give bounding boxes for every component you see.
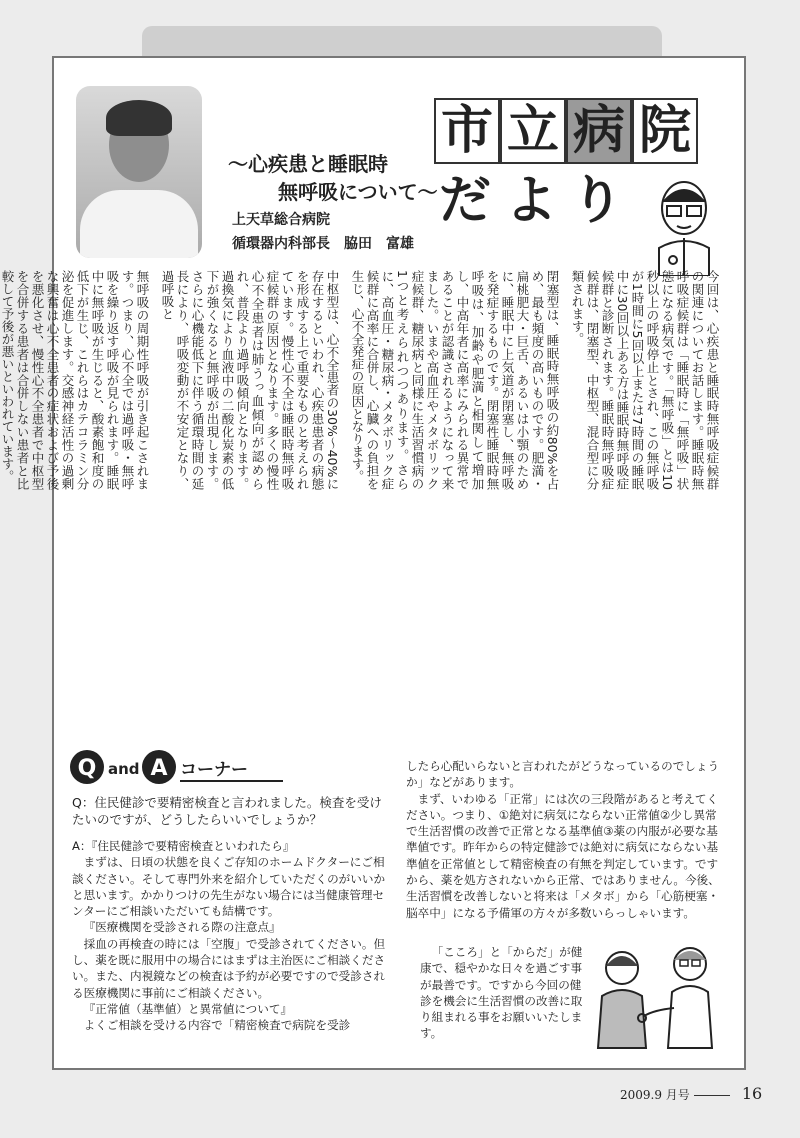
article-paragraph: 中枢型は、心不全患者の30%〜40%に存在するといわれ、心疾患患者の病態を形成する上で重要なものと考えられています。慢性心不全は睡眠時無呼吸症候群の原因となります。多くの慢性心不全患者は肺うっ血傾向が認められ、普段より過呼吸傾向となります。過換気により血液中の二酸化炭素の低下が強くなると無呼吸が出現します。さらに心機能低下に伴う循環時間の延長により、呼吸変動が不安定となり、過呼吸と xyxy=(160,270,340,490)
qa-title-a: A xyxy=(150,756,168,781)
doctor-patient-illustration-icon xyxy=(584,938,734,1058)
subtitle-line-2: 無呼吸について～ xyxy=(278,180,438,204)
article-paragraph: 今回は、心疾患と睡眠時無呼吸症候群の関連についてお話します。睡眠時無呼吸症候群は「睡眠時に「無呼吸」状態になる病気です。「無呼吸」とは10秒以上の呼吸停止とされ、この無呼吸が1時間に5回以上または7時間の睡眠中に30回以上ある方は睡眠時無呼吸症候群と診断されます。睡眠時無呼吸症候群は、閉塞型、中枢型、混合型に分類されます。 xyxy=(570,270,720,490)
article-paragraph: 無呼吸の周期性呼吸が引き起こされます。つまり、心不全では過呼吸・無呼吸を繰り返す呼吸が見られます。睡眠中に無呼吸が生じると、酸素飽和度の低下が生じ、これらはカテコラミン分泌を促進します。交感神経活性の過剰な興奮は心不全患者の症状および予後を悪化させ、慢性心不全患者で中枢型を合併する患者は合併しない患者と比較して予後が悪いといわれています。 xyxy=(0,270,150,490)
author-position: 循環器内科部長 脇田 富雄 xyxy=(232,236,414,252)
author-block xyxy=(232,208,414,256)
newsletter-page xyxy=(0,56,746,1070)
answer-line: まずは、日頃の状態を良くご存知のホームドクターにご相談ください。そして専門外来を紹介していただくのがいいかと思います。かかりつけの先生がない場合には当健康管理センターにご相談いただいても結構です。 xyxy=(72,855,386,919)
qa-closing: 「こころ」と「からだ」が健康で、穏やかな日々を過ごす事が最善です。ですから今回の健診を機会に生活習慣の改善に取り組まれる事をお願いいたします。 xyxy=(420,945,583,1041)
answer-line: よくご相談を受ける内容で「精密検査で病院を受診 xyxy=(83,1018,351,1033)
answer-line: A：『住民健診で要精密検査といわれたら』 xyxy=(72,839,295,853)
logo-char-1: 市 xyxy=(434,98,500,164)
page-footer xyxy=(620,1084,762,1103)
subtitle-line-1: ～心疾患と睡眠時 xyxy=(228,152,388,176)
logo-char-3: 病 xyxy=(566,98,632,164)
doctor-photo xyxy=(76,86,202,258)
qa-title-corner: コーナー xyxy=(180,760,248,780)
issue-date: 2009.9 月号 xyxy=(620,1088,690,1102)
logo-char-5: だ xyxy=(438,171,491,231)
qa-answer xyxy=(72,838,394,1034)
author-hospital: 上天草総合病院 xyxy=(232,212,330,228)
answer-line: 『正常値（基準値）と異常値について』 xyxy=(83,1001,293,1016)
qa-question: Q：住民健診で要精密検査と言われました。検査を受けたいのですが、どうしたらいいでしょうか？ xyxy=(72,795,382,827)
logo-char-6: よ xyxy=(504,171,557,231)
qa-answer-continued xyxy=(406,758,726,921)
page-number: 16 xyxy=(741,1084,763,1103)
article-body xyxy=(0,270,720,725)
answer-line: 採血の再検査の時には「空腹」で受診されてください。但し、薬を既に服用中の場合にはまずは主治医にご相談ください。また、内視鏡などの検査は予約が必要ですので受診される医療機関に事前にご相談ください。 xyxy=(72,936,386,1000)
qa-corner-title xyxy=(68,748,288,786)
doctor-cartoon-icon xyxy=(649,176,719,276)
answer-line: したら心配いらないと言われたがどうなっているのでしょうか」などがあります。 xyxy=(406,759,720,790)
answer-line: 『医療機関を受診される際の注意点』 xyxy=(83,920,281,935)
logo-char-4: 院 xyxy=(632,98,698,164)
qa-title-and: and xyxy=(108,760,140,778)
logo-char-2: 立 xyxy=(500,98,566,164)
logo-char-7: り xyxy=(570,171,623,231)
article-paragraph: 閉塞型は、睡眠時無呼吸の約80%を占め、最も頻度の高いものです。肥満・扁桃肥大・巨舌、あるいは小顎のために、睡眠中に上気道が閉塞し、無呼吸を発症するものです。閉塞性睡眠時無呼吸は、加齢や肥満と相関して増加し、中高年者に高率にみられる異常であることが認識されるようになって来ました。いまや高血圧やメタボリック症候群、糖尿病と同様に生活習慣病の1つと考えられつつあります。さらに、高血圧・糖尿病・メタボリック症候群に高率に合併し、心臓への負担を生じ、心不全発症の原因となります。 xyxy=(350,270,560,490)
answer-line: まず、いわゆる「正常」には次の三段階があると考えてください。つまり、①絶対に病気にならない正常値②少し異常で生活習慣の改善で正常となる基準値③薬の内服が必要な基準値です。昨年からの特定健診では絶対に病気にならない基準値を正常値として精密検査の有無を判定しています。ですから、薬を処方されないから正常、ではありません。今後、生活習慣を改善しないと将来は「メタボ」から「心筋梗塞・脳卒中」になる予備軍の方々が多数いらっしゃいます。 xyxy=(406,791,720,920)
article-subtitle xyxy=(228,150,448,206)
qa-title-q: Q xyxy=(77,756,97,781)
